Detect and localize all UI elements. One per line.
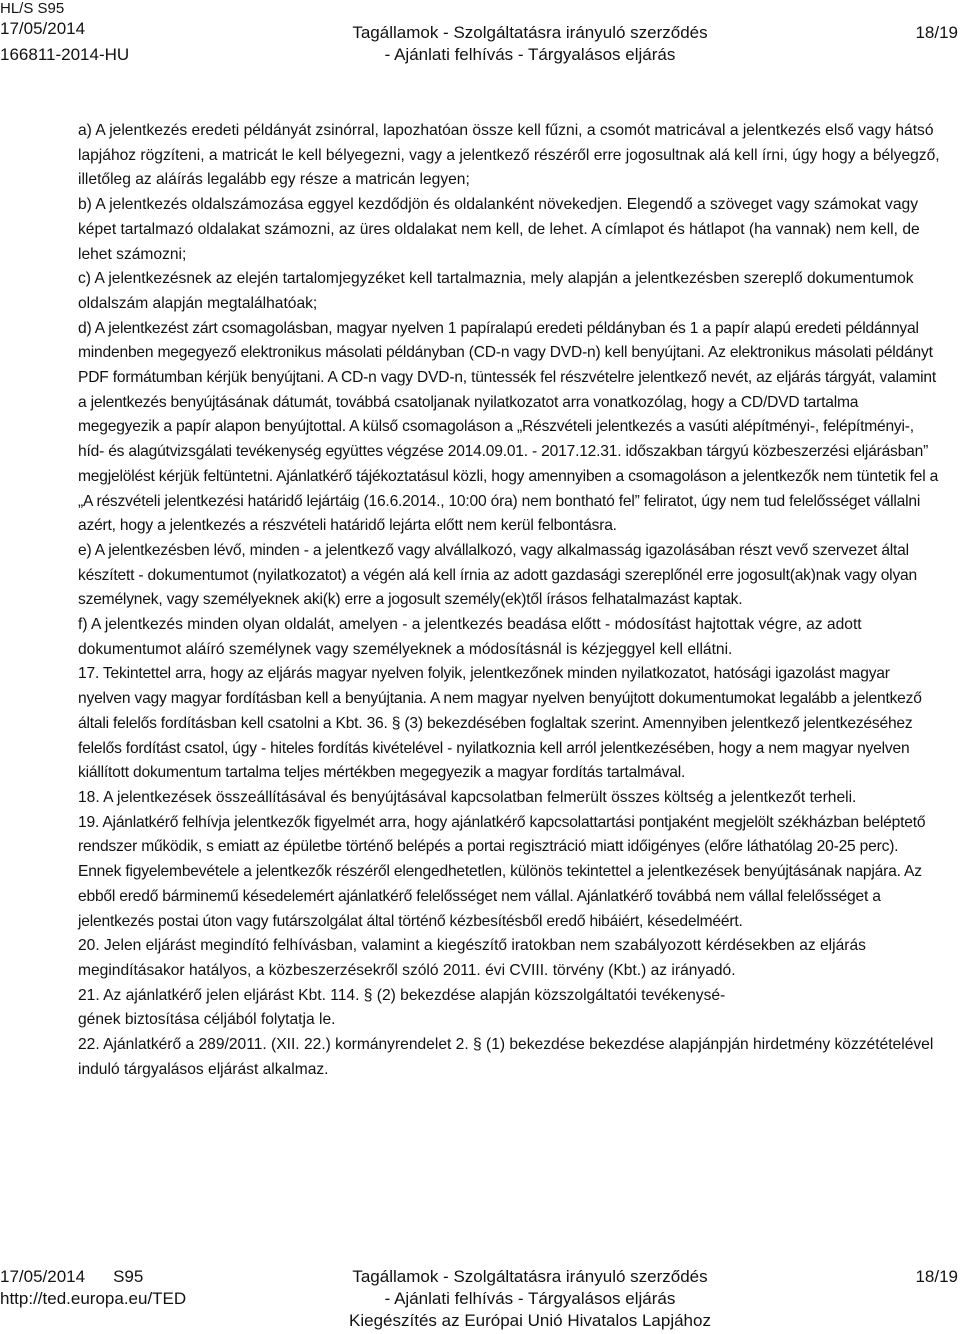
footer-date: 17/05/2014: [0, 1267, 86, 1286]
page-footer: [0, 1264, 960, 1334]
paragraph-c: c) A jelentkezésnek az elején tartalomjegyzéket kell tartalmaznia, mely alapján a jelentkezésben szereplő dokumentumok oldalszám alapján megtalálhatóak;: [78, 270, 914, 312]
paragraph-20: 20. Jelen eljárást megindító felhívásban, valamint a kiegészítő iratokban nem szabályozott kérdésekben az eljárás megindításakor hatályos, a közbeszerzésekről szóló 2011. évi CVIII. törvény (Kbt.) az irányadó.: [78, 937, 866, 979]
header-title-line2: - Ajánlati felhívás - Tárgyalásos eljárás: [384, 45, 676, 64]
paragraph-e: e) A jelentkezésben lévő, minden - a jelentkező vagy alvállalkozó, vagy alkalmasság igazolásában részt vevő szervezet által készített - dokumentumot (nyilatkozatot) a végén alá kell írnia az adott gazdasági szereplőnél erre jogosult(ak)nak vagy olyan személynek, vagy személyeknek aki(k) erre a jogosult személy(ek)től írásos felhatalmazást kaptak.: [78, 541, 917, 609]
paragraph-d: d) A jelentkezést zárt csomagolásban, magyar nyelven 1 papíralapú eredeti példányban és 1 a papír alapú eredeti példánnyal mindenben megegyező elektronikus másolati példányban (CD-n vagy DVD-n) kell benyújtani. Az elektronikus másolati példányt PDF formátumban kérjük benyújtani. A CD-n vagy DVD-n, tüntessék fel részvételre jelentkező nevét, az eljárás tárgyát, valamint a jelentkezés benyújtásának dátumát, továbbá csatoljanak nyilatkozatot arra vonatkozólag, hogy a CD/DVD tartalma megegyezik a papír alapon benyújtottal. A külső csomagoláson a „Részvételi jelentkezés a vasúti alépítményi-, felépítményi-, híd- és alagútvizsgálati tevékenység együttes végzése 2014.09.01. - 2017.12.31. időszakban tárgyú közbeszerzési eljárásban” megjelölést kérjük feltüntetni. Ajánlatkérő tájékoztatásul közli, hogy amennyiben a csomagoláson a jelentkezők nem tüntetik fel a „A részvételi jelentkezési határidő lejártáig (16.6.2014., 10:00 óra) nem bontható fel” feliratot, úgy nem tud felelősséget vállalni azért, hogy a jelentkezés a részvételi határidő lejárta előtt nem kerül felbontásra.: [78, 319, 939, 535]
header-title: [310, 22, 750, 66]
paragraph-19: 19. Ajánlatkérő felhívja jelentkezők figyelmét arra, hogy ajánlatkérő kapcsolattartási pontjaként megjelölt székházban beléptető rendszer működik, s emiatt az épületbe történő belépés a portai regisztráció miatt időigényes (előre láthatólag 20-25 perc). Ennek figyelembevétele a jelentkezők részéről elengedhetetlen, különös tekintettel a jelentkezések benyújtásának napjára. Az ebből eredő bárminemű késedelemért ajánlatkérő felelősséget nem vállal. Ajánlatkérő továbbá nem vállal felelősséget a jelentkezés postai úton vagy futárszolgálat által történő kézbesítésből eredő hibáiért, késedelméért.: [78, 813, 926, 930]
header-title-line1: Tagállamok - Szolgáltatásra irányuló szerződés: [352, 23, 708, 42]
footer-title-line3: Kiegészítés az Európai Unió Hivatalos Lapjához: [349, 1311, 711, 1330]
paragraph-b: b) A jelentkezés oldalszámozása eggyel kezdődjön és oldalanként növekedjen. Elegendő a szöveget vagy számokat vagy képet tartalmazó oldalakat számozni, az üres oldalakat nem kell, de lehet. A címlapot és hátlapot (ha vannak) nem kell, de lehet számozni;: [78, 196, 920, 263]
header-date: 17/05/2014: [0, 19, 86, 38]
header-page-number: 18/19: [915, 23, 958, 42]
footer-title-line1: Tagállamok - Szolgáltatásra irányuló szerződés: [352, 1267, 708, 1286]
footer-series: S95: [113, 1267, 144, 1286]
footer-url[interactable]: http://ted.europa.eu/TED: [0, 1289, 187, 1308]
paragraph-f: f) A jelentkezés minden olyan oldalát, amelyen - a jelentkezés beadása előtt - módosítást hajtottak végre, az adott dokumentumot aláíró személynek vagy személyeknek a módosításnál is kézjeggyel kell ellátni.: [78, 616, 862, 658]
header-left: [0, 0, 240, 66]
document-body: [78, 119, 940, 1082]
paragraph-21: 21. Az ajánlatkérő jelen eljárást Kbt. 114. § (2) bekezdése alapján közszolgáltatói tevékenysé- gének biztosítása céljából folytatja le.: [78, 986, 726, 1029]
notice-id: 166811-2014-HU: [0, 45, 130, 64]
footer-title: [310, 1266, 750, 1332]
footer-title-line2: - Ajánlati felhívás - Tárgyalásos eljárás: [384, 1289, 676, 1308]
paragraph-22: 22. Ajánlatkérő a 289/2011. (XII. 22.) kormányrendelet 2. § (1) bekezdése bekezdése alapjánpján hirdetmény közzétételével induló tárgyalásos eljárást alkalmaz.: [78, 1036, 934, 1078]
footer-page-number: 18/19: [915, 1267, 958, 1286]
doc-code: HL/S S95: [0, 0, 65, 17]
paragraph-17: 17. Tekintettel arra, hogy az eljárás magyar nyelven folyik, jelentkezőnek minden nyilatkozatot, hatósági igazolást magyar nyelven vagy magyar fordításban kell a benyújtania. A nem magyar nyelven benyújtott dokumentumokat legalább a jelentkező általi felelős fordításban kell csatolni a Kbt. 36. § (3) bekezdésében foglaltak szerint. Amennyiben jelentkező jelentkezéséhez felelős fordítást csatol, úgy - hiteles fordítás kivételével - nyilatkoznia kell arról jelentkezésében, hogy a nem magyar nyelven kiállított dokumentum tartalma teljes mértékben megegyezik a magyar fordítás tartalmával.: [78, 665, 922, 782]
footer-publication: [0, 1266, 250, 1288]
page-header: [0, 0, 960, 70]
paragraph-a: a) A jelentkezés eredeti példányát zsinórral, lapozhatóan össze kell fűzni, a csomót matricával a jelentkezés első vagy hátsó lapjához rögzíteni, a matricát le kell bélyegezni, vagy a jelentkező részéről erre jogosultnak alá kell írni, úgy hogy a bélyegző, illetőleg az aláírás legalább egy része a matricán legyen;: [78, 122, 940, 189]
paragraph-18: 18. A jelentkezések összeállításával és benyújtásával kapcsolatban felmerült összes költség a jelentkezőt terheli.: [78, 788, 857, 806]
footer-left: [0, 1266, 250, 1310]
